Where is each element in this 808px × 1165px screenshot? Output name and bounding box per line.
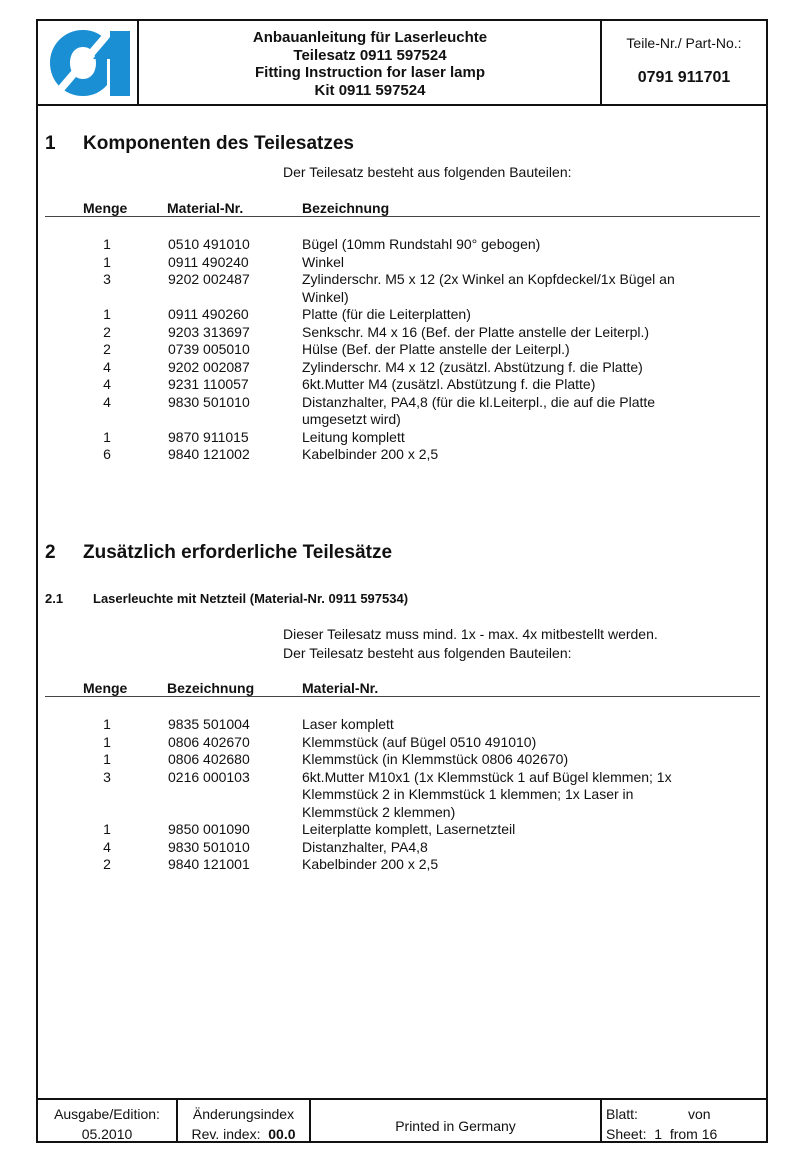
column-header: Menge [83, 200, 128, 216]
row-material-number: 0216 000103 [168, 768, 250, 785]
row-quantity: 4 [103, 358, 111, 375]
section-2-parts-table [45, 716, 760, 874]
table-row [45, 429, 760, 447]
row-material-number: 9835 501004 [168, 716, 250, 732]
section-number: 1 [45, 133, 56, 154]
header-divider-left [137, 19, 139, 105]
table-row [45, 324, 760, 342]
section-title: Zusätzlich erforderliche Teilesätze [83, 542, 393, 563]
section-2-intro-line: Der Teilesatz besteht aus folgenden Bauteilen: [283, 645, 572, 661]
row-quantity: 1 [103, 428, 111, 445]
row-description: Senkschr. M4 x 16 (Bef. der Platte anstelle der Leiterpl.) [302, 323, 650, 340]
document-title [140, 29, 600, 99]
row-quantity: 3 [103, 271, 111, 287]
column-header: Material-Nr. [167, 200, 244, 216]
company-logo-icon [46, 27, 132, 99]
row-quantity: 2 [103, 341, 111, 357]
row-material-number: 0510 491010 [168, 236, 250, 252]
row-quantity: 6 [103, 446, 111, 462]
row-material-number: 9840 121001 [168, 856, 250, 872]
rev-index-label: Rev. index: [191, 1126, 261, 1142]
table-row [45, 734, 760, 752]
table-row [45, 769, 760, 822]
row-description: Distanzhalter, PA4,8 [302, 838, 428, 855]
section-2-header-rule [45, 696, 760, 697]
page-frame [36, 19, 768, 1143]
row-quantity: 4 [103, 376, 111, 392]
row-material-number: 0739 005010 [168, 341, 250, 357]
subsection-title: Laserleuchte mit Netzteil (Material-Nr. 0911 597534) [93, 591, 409, 606]
header-bottom-rule [36, 104, 768, 106]
table-row [45, 751, 760, 769]
sheet-label: Sheet: [606, 1126, 647, 1142]
footer-edition [38, 1104, 176, 1144]
header-divider-right [600, 19, 602, 105]
sheet-number: 1 [654, 1126, 663, 1142]
row-material-number: 9231 110057 [168, 376, 249, 392]
row-material-number: 0911 490240 [168, 253, 249, 270]
table-row [45, 341, 760, 359]
row-description: Kabelbinder 200 x 2,5 [302, 446, 439, 462]
section-number: 2 [45, 542, 56, 563]
row-quantity: 2 [103, 323, 111, 340]
part-number: 0791 911701 [637, 69, 731, 86]
title-line: Teilesatz 0911 597524 [293, 46, 447, 64]
row-quantity: 1 [103, 306, 111, 322]
footer-sheet [606, 1104, 766, 1144]
row-quantity: 1 [103, 716, 111, 732]
table-row [45, 359, 760, 377]
row-quantity: 4 [103, 393, 111, 410]
from-label: from [669, 1126, 698, 1142]
footer-top-rule [36, 1098, 768, 1100]
row-description: Bügel (10mm Rundstahl 90° gebogen) [302, 236, 541, 252]
row-description: Klemmstück (in Klemmstück 0806 402670) [302, 751, 569, 767]
row-quantity: 1 [103, 733, 111, 750]
table-row [45, 271, 760, 306]
row-description: 6kt.Mutter M10x1 (1x Klemmstück 1 auf Bügel klemmen; 1x Klemmstück 2 in Klemmstück 1 klemmen; 1x Laser in Klemmstück 2 klemmen) [302, 768, 672, 820]
row-quantity: 1 [103, 236, 111, 252]
row-description: Klemmstück (auf Bügel 0510 491010) [302, 733, 537, 750]
table-row [45, 394, 760, 429]
row-material-number: 9850 001090 [168, 821, 250, 837]
table-row [45, 446, 760, 464]
row-description: Zylinderschr. M5 x 12 (2x Winkel an Kopfdeckel/1x Bügel an Winkel) [302, 271, 675, 305]
table-row [45, 236, 760, 254]
footer-printed: Printed in Germany [395, 1118, 516, 1134]
row-description: Hülse (Bef. der Platte anstelle der Leiterpl.) [302, 341, 570, 357]
footer-revision [178, 1104, 309, 1144]
row-material-number: 9203 313697 [168, 323, 250, 340]
section-title: Komponenten des Teilesatzes [83, 133, 354, 154]
table-row [45, 254, 760, 272]
rev-index-value: 00.0 [268, 1126, 296, 1142]
row-material-number: 0806 402680 [168, 751, 250, 767]
blatt-label: Blatt: [606, 1106, 638, 1122]
column-header: Menge [83, 680, 128, 696]
section-2-intro-line: Dieser Teilesatz muss mind. 1x - max. 4x mitbestellt werden. [283, 626, 658, 642]
change-index-label: Änderungsindex [192, 1106, 295, 1122]
table-row [45, 716, 760, 734]
row-description: Platte (für die Leiterplatten) [302, 306, 471, 322]
footer-divider [600, 1098, 602, 1143]
row-material-number: 9202 002087 [168, 358, 250, 375]
column-header: Bezeichnung [167, 680, 255, 696]
row-quantity: 3 [103, 768, 111, 785]
title-line: Anbauanleitung für Laserleuchte [252, 29, 488, 46]
table-row [45, 821, 760, 839]
title-line: Fitting Instruction for laser lamp [254, 64, 486, 81]
row-material-number: 9202 002487 [168, 271, 250, 287]
row-description: Laser komplett [302, 716, 394, 732]
table-row [45, 839, 760, 857]
column-header: Material-Nr. [302, 680, 379, 696]
row-material-number: 9840 121002 [168, 446, 250, 462]
title-line: Kit 0911 597524 [314, 81, 426, 99]
edition-label: Ausgabe/Edition: [54, 1106, 160, 1122]
row-material-number: 9870 911015 [168, 428, 249, 445]
row-description: Leitung komplett [302, 428, 405, 445]
von-label: von [688, 1106, 711, 1122]
section-1-intro: Der Teilesatz besteht aus folgenden Bauteilen: [283, 164, 572, 180]
column-header: Bezeichnung [302, 200, 390, 216]
row-quantity: 1 [103, 821, 111, 837]
row-quantity: 1 [103, 751, 111, 767]
sheet-total: 16 [701, 1126, 718, 1142]
row-material-number: 9830 501010 [168, 838, 250, 855]
section-1-header-rule [45, 216, 760, 217]
part-number-label: Teile-Nr./ Part-No.: [626, 35, 742, 51]
table-row [45, 856, 760, 874]
table-row [45, 376, 760, 394]
row-material-number: 0911 490260 [168, 306, 249, 322]
table-row [45, 306, 760, 324]
row-description: Kabelbinder 200 x 2,5 [302, 856, 439, 872]
row-description: Winkel [302, 253, 345, 270]
row-material-number: 0806 402670 [168, 733, 250, 750]
subsection-number: 2.1 [45, 591, 64, 606]
section-1-parts-table [45, 236, 760, 464]
row-description: Zylinderschr. M4 x 12 (zusätzl. Abstützung f. die Platte) [302, 358, 643, 375]
row-material-number: 9830 501010 [168, 393, 250, 410]
row-quantity: 4 [103, 838, 111, 855]
row-description: Distanzhalter, PA4,8 (für die kl.Leiterpl., die auf die Platte umgesetzt wird) [302, 393, 656, 427]
row-quantity: 2 [103, 856, 111, 872]
row-quantity: 1 [103, 253, 111, 270]
row-description: Leiterplatte komplett, Lasernetzteil [302, 821, 516, 837]
row-description: 6kt.Mutter M4 (zusätzl. Abstützung f. die Platte) [302, 376, 596, 392]
edition-value: 05.2010 [81, 1126, 133, 1142]
